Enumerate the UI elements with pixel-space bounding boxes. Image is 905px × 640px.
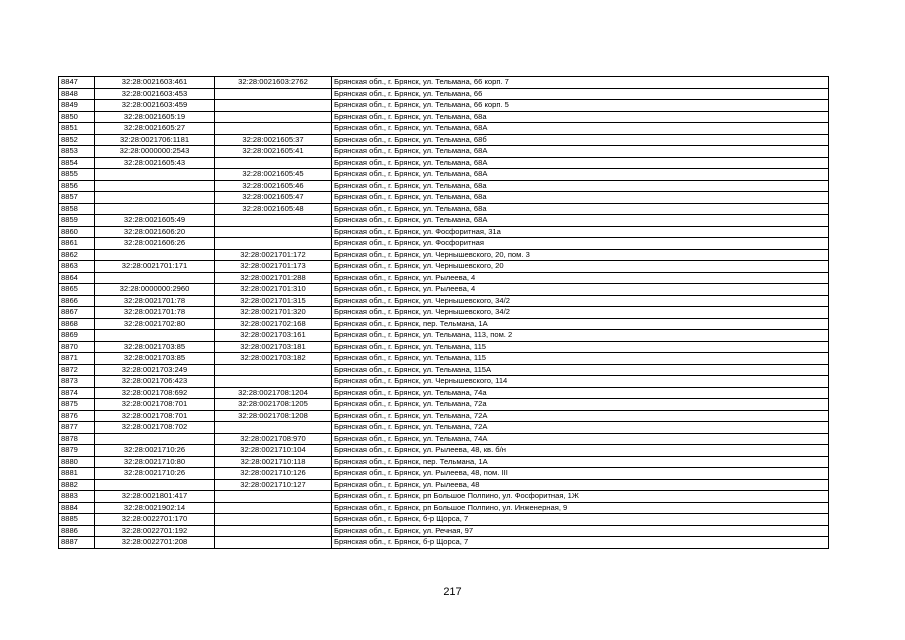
table-row: [59, 307, 829, 319]
cadastral-number-cell: [95, 479, 215, 491]
building-cadastral-number-cell: [215, 157, 332, 169]
address-cell: Брянская обл., г. Брянск, ул. Рылеева, 48, пом. III: [332, 468, 829, 480]
building-cadastral-number-cell: 32:28:0021703:182: [215, 353, 332, 365]
row-number-cell: 8876: [59, 410, 95, 422]
cadastral-number-cell: 32:28:0021710:80: [95, 456, 215, 468]
table-row: [59, 537, 829, 549]
building-cadastral-number-cell: 32:28:0021701:315: [215, 295, 332, 307]
table-row: [59, 226, 829, 238]
building-cadastral-number-cell: 32:28:0021702:168: [215, 318, 332, 330]
cadastral-number-cell: 32:28:0021606:26: [95, 238, 215, 250]
cadastral-number-cell: [95, 192, 215, 204]
building-cadastral-number-cell: 32:28:0021710:127: [215, 479, 332, 491]
row-number-cell: 8848: [59, 88, 95, 100]
cadastral-number-cell: 32:28:0021710:26: [95, 445, 215, 457]
row-number-cell: 8864: [59, 272, 95, 284]
address-cell: Брянская обл., г. Брянск, ул. Чернышевского, 20: [332, 261, 829, 273]
table-row: [59, 272, 829, 284]
address-cell: Брянская обл., г. Брянск, рп Большое Полпино, ул. Фосфоритная, 1Ж: [332, 491, 829, 503]
cadastral-number-cell: 32:28:0021603:453: [95, 88, 215, 100]
address-cell: Брянская обл., г. Брянск, ул. Тельмана, 72А: [332, 422, 829, 434]
row-number-cell: 8872: [59, 364, 95, 376]
building-cadastral-number-cell: 32:28:0021703:181: [215, 341, 332, 353]
table-row: [59, 376, 829, 388]
page-number: 217: [443, 586, 462, 598]
address-cell: Брянская обл., г. Брянск, б-р Щорса, 7: [332, 514, 829, 526]
table-row: [59, 146, 829, 158]
row-number-cell: 8856: [59, 180, 95, 192]
address-cell: Брянская обл., г. Брянск, ул. Рылеева, 4: [332, 272, 829, 284]
address-cell: Брянская обл., г. Брянск, ул. Тельмана, 72а: [332, 399, 829, 411]
row-number-cell: 8881: [59, 468, 95, 480]
row-number-cell: 8855: [59, 169, 95, 181]
address-cell: Брянская обл., г. Брянск, ул. Тельмана, 66: [332, 88, 829, 100]
cadastral-number-cell: 32:28:0021605:27: [95, 123, 215, 135]
address-cell: Брянская обл., г. Брянск, ул. Тельмана, 72А: [332, 410, 829, 422]
cadastral-number-cell: 32:28:0021708:701: [95, 410, 215, 422]
row-number-cell: 8885: [59, 514, 95, 526]
address-cell: Брянская обл., г. Брянск, б-р Щорса, 7: [332, 537, 829, 549]
building-cadastral-number-cell: 32:28:0021605:48: [215, 203, 332, 215]
row-number-cell: 8879: [59, 445, 95, 457]
cadastral-number-cell: 32:28:0021701:78: [95, 307, 215, 319]
building-cadastral-number-cell: 32:28:0021710:104: [215, 445, 332, 457]
table-row: [59, 238, 829, 250]
row-number-cell: 8882: [59, 479, 95, 491]
table-row: [59, 261, 829, 273]
cadastral-number-cell: 32:28:0021703:85: [95, 353, 215, 365]
address-cell: Брянская обл., г. Брянск, ул. Чернышевского, 34/2: [332, 307, 829, 319]
address-cell: Брянская обл., г. Брянск, ул. Тельмана, 115: [332, 353, 829, 365]
cadastral-number-cell: 32:28:0021706:423: [95, 376, 215, 388]
address-cell: Брянская обл., г. Брянск, ул. Тельмана, 115: [332, 341, 829, 353]
table-row: [59, 353, 829, 365]
table-row: [59, 318, 829, 330]
row-number-cell: 8851: [59, 123, 95, 135]
address-cell: Брянская обл., г. Брянск, ул. Тельмана, 68б: [332, 134, 829, 146]
row-number-cell: 8847: [59, 77, 95, 89]
building-cadastral-number-cell: [215, 376, 332, 388]
cadastral-number-cell: [95, 249, 215, 261]
building-cadastral-number-cell: 32:28:0021710:118: [215, 456, 332, 468]
cadastral-number-cell: 32:28:0021701:78: [95, 295, 215, 307]
cadastral-number-cell: 32:28:0021606:20: [95, 226, 215, 238]
address-cell: Брянская обл., г. Брянск, ул. Фосфоритная: [332, 238, 829, 250]
row-number-cell: 8867: [59, 307, 95, 319]
table-row: [59, 203, 829, 215]
address-cell: Брянская обл., г. Брянск, ул. Рылеева, 48: [332, 479, 829, 491]
table-row: [59, 180, 829, 192]
cadastral-number-cell: 32:28:0021603:459: [95, 100, 215, 112]
row-number-cell: 8875: [59, 399, 95, 411]
cadastral-number-cell: 32:28:0021708:702: [95, 422, 215, 434]
row-number-cell: 8871: [59, 353, 95, 365]
row-number-cell: 8886: [59, 525, 95, 537]
building-cadastral-number-cell: [215, 111, 332, 123]
cadastral-number-cell: 32:28:0021703:85: [95, 341, 215, 353]
cadastral-number-cell: 32:28:0021801:417: [95, 491, 215, 503]
building-cadastral-number-cell: 32:28:0021703:161: [215, 330, 332, 342]
building-cadastral-number-cell: 32:28:0021701:173: [215, 261, 332, 273]
row-number-cell: 8857: [59, 192, 95, 204]
row-number-cell: 8873: [59, 376, 95, 388]
address-cell: Брянская обл., г. Брянск, ул. Тельмана, 115А: [332, 364, 829, 376]
table-row: [59, 284, 829, 296]
building-cadastral-number-cell: 32:28:0021605:41: [215, 146, 332, 158]
table-row: [59, 192, 829, 204]
row-number-cell: 8854: [59, 157, 95, 169]
cadastral-number-cell: 32:28:0021706:1181: [95, 134, 215, 146]
table-row: [59, 502, 829, 514]
row-number-cell: 8883: [59, 491, 95, 503]
row-number-cell: 8858: [59, 203, 95, 215]
cadastral-number-cell: 32:28:0021701:171: [95, 261, 215, 273]
table-row: [59, 433, 829, 445]
address-cell: Брянская обл., г. Брянск, ул. Рылеева, 48, кв. б/н: [332, 445, 829, 457]
table-row: [59, 399, 829, 411]
cadastral-number-cell: 32:28:0021605:49: [95, 215, 215, 227]
building-cadastral-number-cell: 32:28:0021708:1205: [215, 399, 332, 411]
address-cell: Брянская обл., г. Брянск, ул. Фосфоритная, 31а: [332, 226, 829, 238]
table-row: [59, 468, 829, 480]
cadastral-number-cell: 32:28:0021603:461: [95, 77, 215, 89]
table-row: [59, 88, 829, 100]
building-cadastral-number-cell: 32:28:0021701:288: [215, 272, 332, 284]
registry-table-body: [59, 77, 829, 549]
address-cell: Брянская обл., г. Брянск, ул. Тельмана, 68А: [332, 169, 829, 181]
cadastral-number-cell: 32:28:0021708:701: [95, 399, 215, 411]
address-cell: Брянская обл., г. Брянск, ул. Тельмана, 68А: [332, 123, 829, 135]
address-cell: Брянская обл., г. Брянск, ул. Тельмана, 68А: [332, 146, 829, 158]
row-number-cell: 8862: [59, 249, 95, 261]
table-row: [59, 157, 829, 169]
address-cell: Брянская обл., г. Брянск, ул. Речная, 97: [332, 525, 829, 537]
address-cell: Брянская обл., г. Брянск, ул. Тельмана, 68А: [332, 215, 829, 227]
table-row: [59, 491, 829, 503]
address-cell: Брянская обл., г. Брянск, пер. Тельмана, 1А: [332, 456, 829, 468]
cadastral-number-cell: [95, 433, 215, 445]
building-cadastral-number-cell: 32:28:0021605:45: [215, 169, 332, 181]
row-number-cell: 8866: [59, 295, 95, 307]
cadastral-number-cell: [95, 169, 215, 181]
building-cadastral-number-cell: [215, 502, 332, 514]
address-cell: Брянская обл., г. Брянск, ул. Чернышевского, 114: [332, 376, 829, 388]
cadastral-number-cell: 32:28:0021710:26: [95, 468, 215, 480]
address-cell: Брянская обл., г. Брянск, ул. Тельмана, 68а: [332, 111, 829, 123]
cadastral-number-cell: 32:28:0022701:208: [95, 537, 215, 549]
cadastral-number-cell: 32:28:0021703:249: [95, 364, 215, 376]
address-cell: Брянская обл., г. Брянск, ул. Тельмана, 74а: [332, 387, 829, 399]
table-row: [59, 77, 829, 89]
table-row: [59, 525, 829, 537]
table-row: [59, 410, 829, 422]
cadastral-number-cell: 32:28:0021605:19: [95, 111, 215, 123]
row-number-cell: 8877: [59, 422, 95, 434]
building-cadastral-number-cell: [215, 215, 332, 227]
building-cadastral-number-cell: [215, 491, 332, 503]
cadastral-number-cell: 32:28:0021708:692: [95, 387, 215, 399]
row-number-cell: 8860: [59, 226, 95, 238]
building-cadastral-number-cell: 32:28:0021605:37: [215, 134, 332, 146]
row-number-cell: 8865: [59, 284, 95, 296]
address-cell: Брянская обл., г. Брянск, ул. Тельмана, 68а: [332, 203, 829, 215]
cadastral-number-cell: 32:28:0000000:2543: [95, 146, 215, 158]
table-row: [59, 123, 829, 135]
building-cadastral-number-cell: 32:28:0021605:46: [215, 180, 332, 192]
building-cadastral-number-cell: 32:28:0021605:47: [215, 192, 332, 204]
building-cadastral-number-cell: 32:28:0021710:126: [215, 468, 332, 480]
table-row: [59, 249, 829, 261]
cadastral-number-cell: 32:28:0021702:80: [95, 318, 215, 330]
cadastral-number-cell: 32:28:0000000:2960: [95, 284, 215, 296]
table-row: [59, 387, 829, 399]
building-cadastral-number-cell: 32:28:0021701:310: [215, 284, 332, 296]
row-number-cell: 8853: [59, 146, 95, 158]
building-cadastral-number-cell: [215, 88, 332, 100]
table-row: [59, 215, 829, 227]
address-cell: Брянская обл., г. Брянск, ул. Тельмана, 66 корп. 7: [332, 77, 829, 89]
building-cadastral-number-cell: [215, 525, 332, 537]
cadastral-number-cell: [95, 203, 215, 215]
building-cadastral-number-cell: [215, 238, 332, 250]
table-row: [59, 479, 829, 491]
row-number-cell: 8861: [59, 238, 95, 250]
row-number-cell: 8869: [59, 330, 95, 342]
cadastral-number-cell: [95, 330, 215, 342]
address-cell: Брянская обл., г. Брянск, ул. Чернышевского, 34/2: [332, 295, 829, 307]
row-number-cell: 8880: [59, 456, 95, 468]
row-number-cell: 8850: [59, 111, 95, 123]
address-cell: Брянская обл., г. Брянск, ул. Тельмана, 113, пом. 2: [332, 330, 829, 342]
table-row: [59, 341, 829, 353]
row-number-cell: 8884: [59, 502, 95, 514]
table-row: [59, 169, 829, 181]
row-number-cell: 8874: [59, 387, 95, 399]
address-cell: Брянская обл., г. Брянск, рп Большое Полпино, ул. Инженерная, 9: [332, 502, 829, 514]
table-row: [59, 422, 829, 434]
table-row: [59, 456, 829, 468]
row-number-cell: 8878: [59, 433, 95, 445]
table-row: [59, 364, 829, 376]
row-number-cell: 8849: [59, 100, 95, 112]
row-number-cell: 8859: [59, 215, 95, 227]
table-row: [59, 100, 829, 112]
table-row: [59, 514, 829, 526]
building-cadastral-number-cell: [215, 364, 332, 376]
row-number-cell: 8870: [59, 341, 95, 353]
address-cell: Брянская обл., г. Брянск, ул. Тельмана, 68а: [332, 192, 829, 204]
cadastral-number-cell: [95, 272, 215, 284]
address-cell: Брянская обл., г. Брянск, ул. Чернышевского, 20, пом. 3: [332, 249, 829, 261]
address-cell: Брянская обл., г. Брянск, ул. Тельмана, 74А: [332, 433, 829, 445]
building-cadastral-number-cell: 32:28:0021603:2762: [215, 77, 332, 89]
building-cadastral-number-cell: [215, 226, 332, 238]
row-number-cell: 8863: [59, 261, 95, 273]
building-cadastral-number-cell: [215, 514, 332, 526]
registry-table: [58, 76, 829, 549]
building-cadastral-number-cell: 32:28:0021708:970: [215, 433, 332, 445]
row-number-cell: 8868: [59, 318, 95, 330]
table-row: [59, 295, 829, 307]
building-cadastral-number-cell: 32:28:0021701:172: [215, 249, 332, 261]
building-cadastral-number-cell: 32:28:0021708:1208: [215, 410, 332, 422]
address-cell: Брянская обл., г. Брянск, ул. Рылеева, 4: [332, 284, 829, 296]
building-cadastral-number-cell: [215, 537, 332, 549]
cadastral-number-cell: 32:28:0022701:192: [95, 525, 215, 537]
cadastral-number-cell: [95, 180, 215, 192]
building-cadastral-number-cell: [215, 100, 332, 112]
row-number-cell: 8852: [59, 134, 95, 146]
cadastral-number-cell: 32:28:0022701:170: [95, 514, 215, 526]
address-cell: Брянская обл., г. Брянск, ул. Тельмана, 68А: [332, 157, 829, 169]
address-cell: Брянская обл., г. Брянск, пер. Тельмана, 1А: [332, 318, 829, 330]
address-cell: Брянская обл., г. Брянск, ул. Тельмана, 68а: [332, 180, 829, 192]
row-number-cell: 8887: [59, 537, 95, 549]
cadastral-number-cell: 32:28:0021605:43: [95, 157, 215, 169]
address-cell: Брянская обл., г. Брянск, ул. Тельмана, 66 корп. 5: [332, 100, 829, 112]
table-row: [59, 134, 829, 146]
table-row: [59, 111, 829, 123]
table-row: [59, 445, 829, 457]
building-cadastral-number-cell: [215, 422, 332, 434]
table-row: [59, 330, 829, 342]
building-cadastral-number-cell: 32:28:0021708:1204: [215, 387, 332, 399]
building-cadastral-number-cell: 32:28:0021701:320: [215, 307, 332, 319]
cadastral-number-cell: 32:28:0021902:14: [95, 502, 215, 514]
building-cadastral-number-cell: [215, 123, 332, 135]
